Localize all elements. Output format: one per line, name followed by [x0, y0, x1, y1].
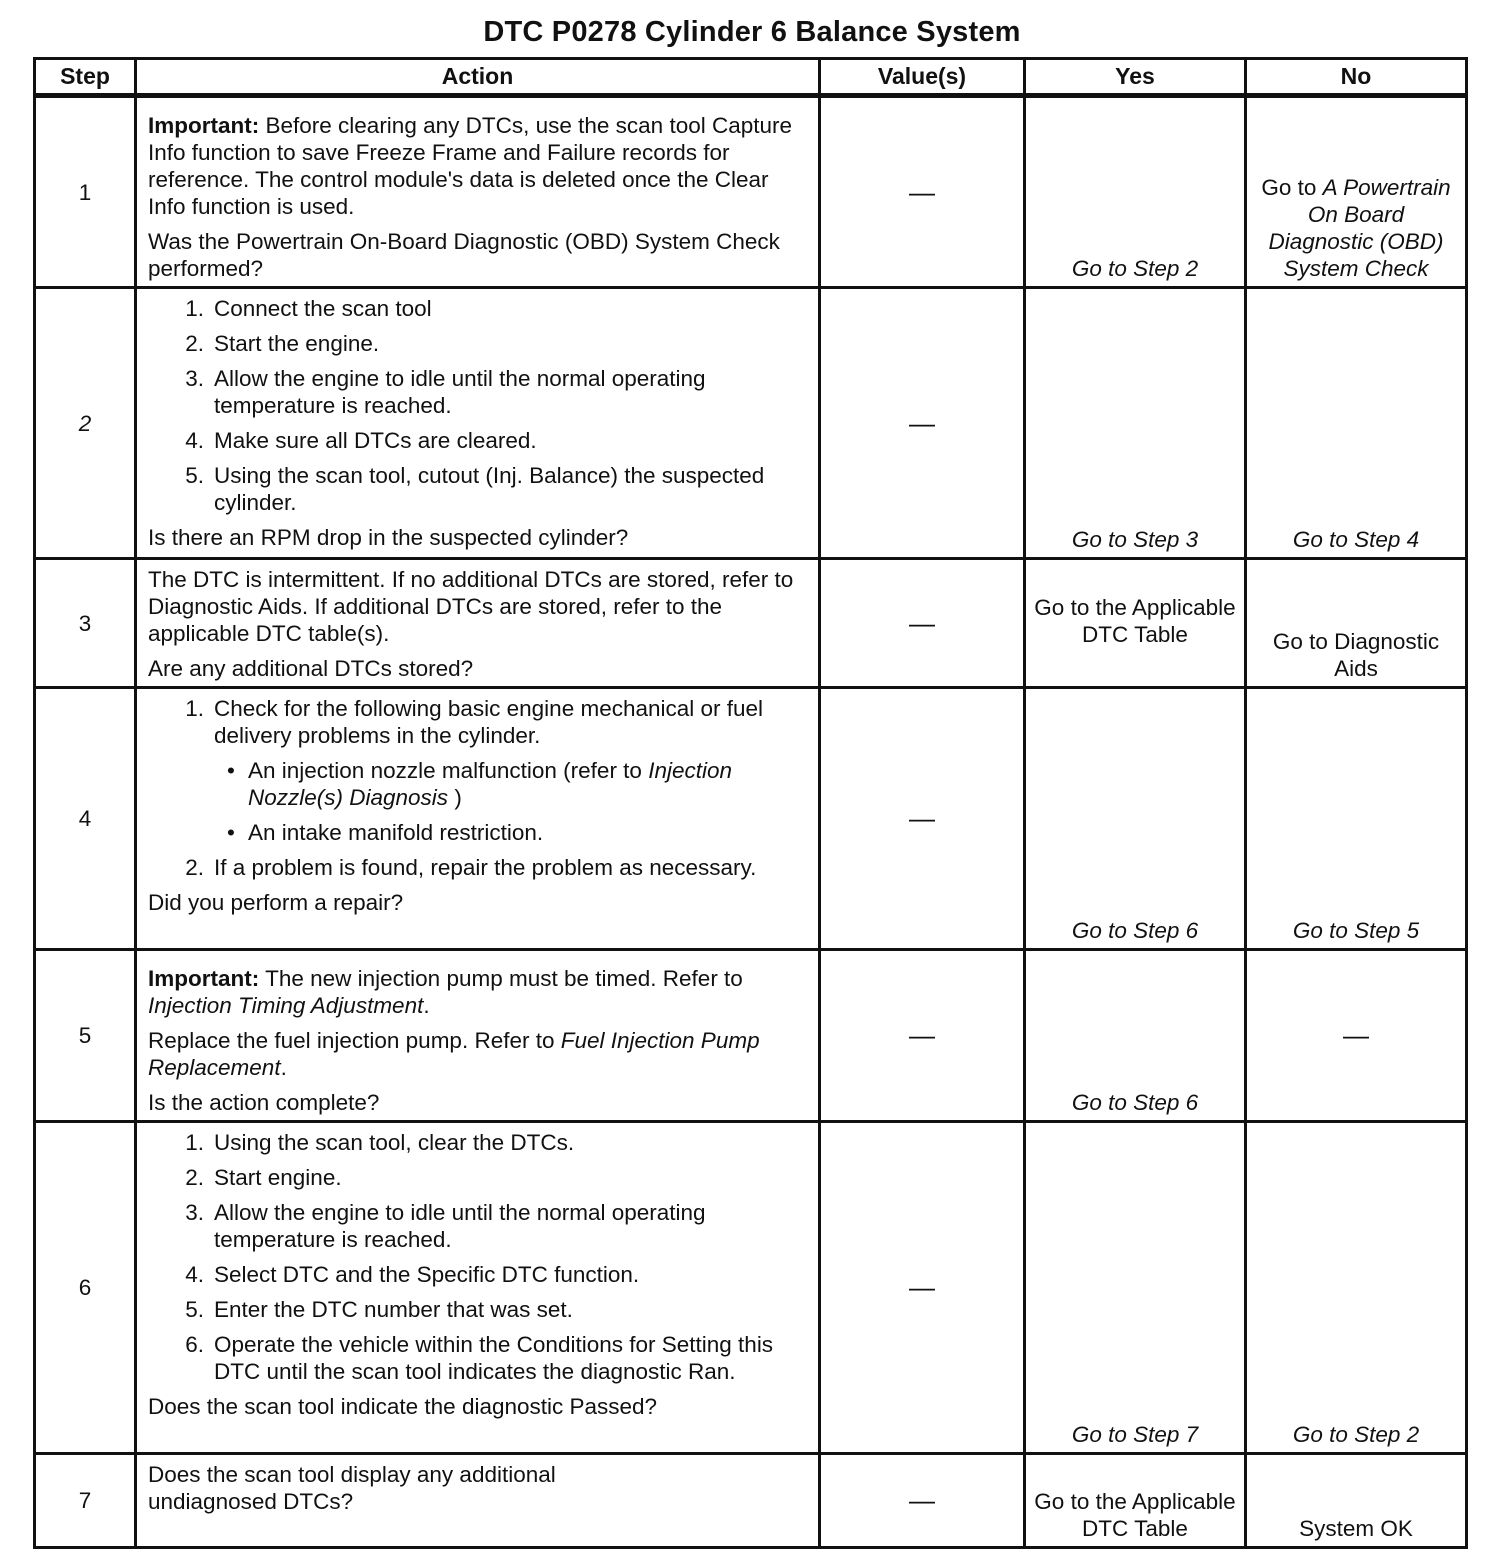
numbered-list — [148, 1129, 808, 1385]
question-text: Are any additional DTCs stored? — [148, 656, 474, 681]
yes-cell: Go to Step 2 — [1025, 96, 1246, 288]
step-number: 7 — [35, 1454, 136, 1548]
no-cell: — — [1246, 950, 1467, 1122]
list-item: 6. Operate the vehicle within the Conditions for Setting this DTC until the scan tool indicates the diagnostic Ran. — [185, 1332, 774, 1384]
bullet-item: • An injection nozzle malfunction (refer to Injection Nozzle(s) Diagnosis ) — [227, 758, 733, 810]
no-cell: Go to Step 4 — [1246, 288, 1467, 559]
header-yes: Yes — [1025, 59, 1246, 96]
important-note — [148, 112, 808, 220]
action-cell — [136, 950, 820, 1122]
yes-cell: Go to the Applicable DTC Table — [1025, 1454, 1246, 1548]
yes-cell: Go to the Applicable DTC Table — [1025, 559, 1246, 688]
action-cell — [136, 688, 820, 950]
list-item: 3. Allow the engine to idle until the normal operating temperature is reached. — [185, 1200, 706, 1252]
yes-cell: Go to Step 6 — [1025, 688, 1246, 950]
header-action: Action — [136, 59, 820, 96]
no-cell: System OK — [1246, 1454, 1467, 1548]
value-cell: — — [820, 950, 1025, 1122]
table-row-step-4 — [35, 688, 1467, 950]
list-item: 2. Start engine. — [185, 1165, 342, 1190]
yes-cell: Go to Step 6 — [1025, 950, 1246, 1122]
question-text: Did you perform a repair? — [148, 890, 404, 915]
important-label: Important: — [148, 966, 260, 991]
header-values: Value(s) — [820, 59, 1025, 96]
value-cell: — — [820, 1454, 1025, 1548]
no-cell: Go to Step 2 — [1246, 1122, 1467, 1454]
table-row-step-6 — [35, 1122, 1467, 1454]
numbered-list — [148, 695, 808, 881]
action-cell — [136, 1454, 820, 1548]
table-row-step-1 — [35, 96, 1467, 288]
reference-link: Injection Nozzle(s) Diagnosis — [248, 758, 733, 810]
list-item: 3. Allow the engine to idle until the normal operating temperature is reached. — [185, 366, 706, 418]
question-text: Does the scan tool indicate the diagnostic Passed? — [148, 1394, 658, 1419]
important-label: Important: — [148, 113, 260, 138]
info-text: The DTC is intermittent. If no additional DTCs are stored, refer to Diagnostic Aids. If additional DTCs are stored, refer to the applicable DTC table(s). — [148, 567, 794, 646]
no-cell: Go to Step 5 — [1246, 688, 1467, 950]
action-cell — [136, 288, 820, 559]
value-cell: — — [820, 288, 1025, 559]
question-text: Does the scan tool display any additional undiagnosed DTCs? — [148, 1462, 556, 1514]
table-row-step-5 — [35, 950, 1467, 1122]
action-cell — [136, 96, 820, 288]
important-note: Important: The new injection pump must be timed. Refer to Injection Timing Adjustment. — [148, 966, 743, 1018]
value-cell: — — [820, 559, 1025, 688]
table-row-step-2 — [35, 288, 1467, 559]
question-text: Was the Powertrain On-Board Diagnostic (OBD) System Check performed? — [148, 229, 780, 281]
reference-link: Fuel Injection Pump Replacement — [148, 1028, 760, 1080]
list-item: 1. Check for the following basic engine mechanical or fuel delivery problems in the cylinder. • An injection nozzle malfunction (refer to Injection Nozzle(s) Diagnosis ) • An intake manifold restriction. — [148, 695, 808, 846]
no-link: A Powertrain On Board Diagnostic (OBD) System Check — [1268, 175, 1451, 281]
list-item: 4. Select DTC and the Specific DTC function. — [185, 1262, 640, 1287]
page-title: DTC P0278 Cylinder 6 Balance System — [483, 16, 1021, 48]
list-item: 5. Using the scan tool, cutout (Inj. Balance) the suspected cylinder. — [185, 463, 765, 515]
action-cell — [136, 559, 820, 688]
value-cell: — — [820, 688, 1025, 950]
step-number: 2 — [35, 288, 136, 559]
header-step: Step — [35, 59, 136, 96]
header-no: No — [1246, 59, 1467, 96]
yes-cell: Go to Step 7 — [1025, 1122, 1246, 1454]
list-item: 2. Start the engine. — [185, 331, 380, 356]
list-item: 1. Using the scan tool, clear the DTCs. — [185, 1130, 575, 1155]
action-cell — [136, 1122, 820, 1454]
no-cell: Go to Diagnostic Aids — [1246, 559, 1467, 688]
no-cell — [1246, 96, 1467, 288]
list-item: 4. Make sure all DTCs are cleared. — [185, 428, 537, 453]
no-prefix: Go to — [1261, 175, 1323, 200]
value-cell: — — [820, 1122, 1025, 1454]
step-number: 6 — [35, 1122, 136, 1454]
list-item: 5. Enter the DTC number that was set. — [185, 1297, 573, 1322]
value-cell: — — [820, 96, 1025, 288]
question-text: Is there an RPM drop in the suspected cylinder? — [148, 525, 629, 550]
step-number: 5 — [35, 950, 136, 1122]
numbered-list — [148, 295, 808, 516]
list-item: 2. If a problem is found, repair the problem as necessary. — [185, 855, 757, 880]
bullet-item: • An intake manifold restriction. — [227, 820, 544, 845]
step-number: 4 — [35, 688, 136, 950]
header-row — [35, 59, 1467, 96]
important-text: Before clearing any DTCs, use the scan tool Capture Info function to save Freeze Frame and Failure records for reference. The control module's data is deleted once the Clear Info function is used. — [148, 113, 793, 219]
yes-cell: Go to Step 3 — [1025, 288, 1246, 559]
list-item: 1. Connect the scan tool — [185, 296, 432, 321]
instruction-text: Replace the fuel injection pump. Refer to Fuel Injection Pump Replacement. — [148, 1028, 760, 1080]
table-row-step-7 — [35, 1454, 1467, 1548]
table-row-step-3 — [35, 559, 1467, 688]
question-text: Is the action complete? — [148, 1090, 380, 1115]
reference-link: Injection Timing Adjustment — [148, 993, 424, 1018]
step-number: 3 — [35, 559, 136, 688]
step-number: 1 — [35, 96, 136, 288]
diagnostic-table — [33, 57, 1468, 1549]
